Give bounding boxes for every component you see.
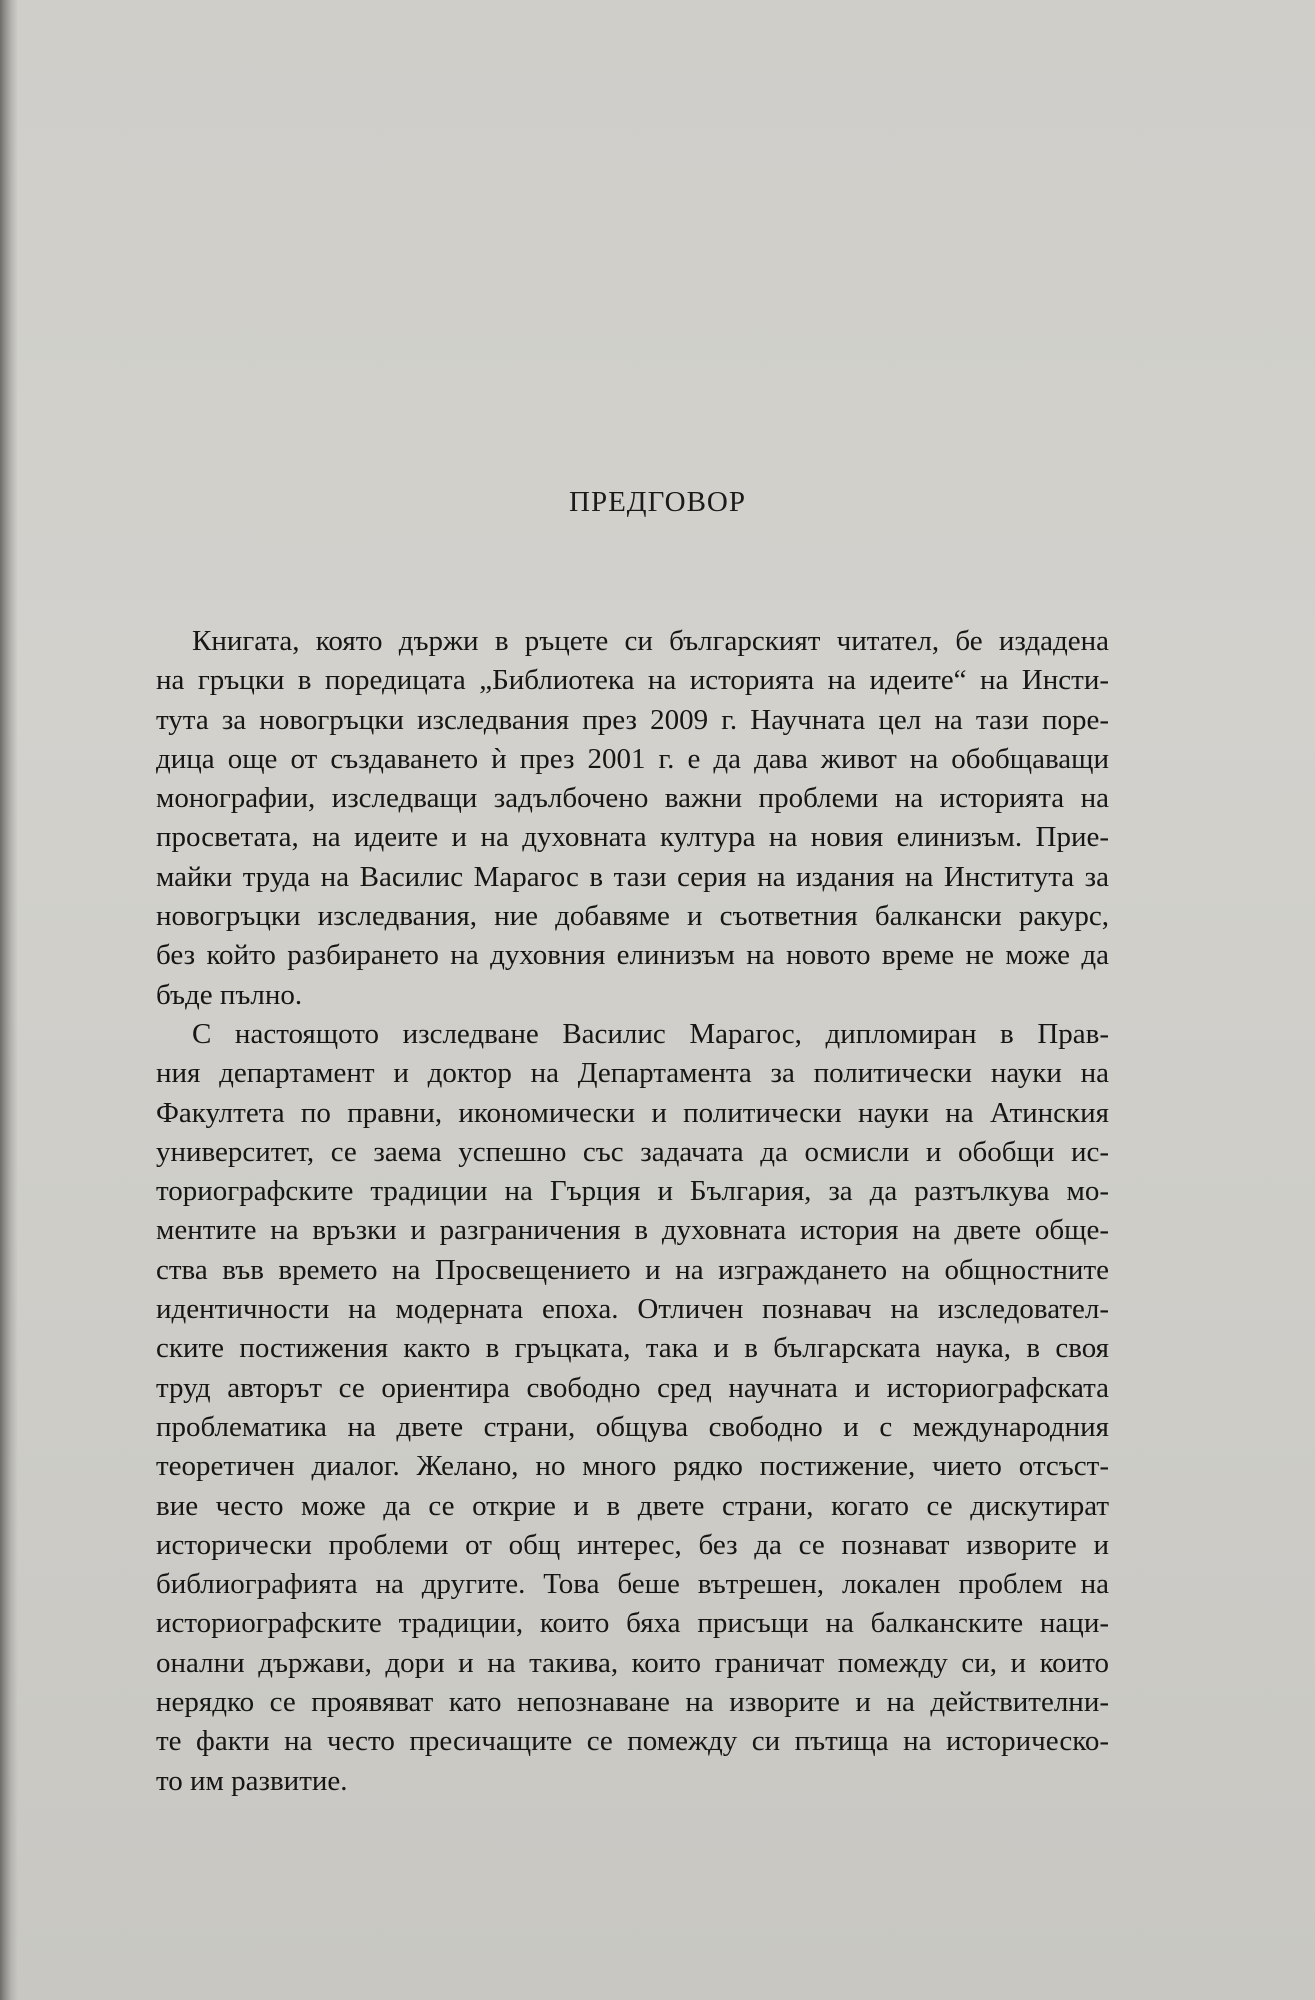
text-line: новогръцки изследвания, ние добавяме и съответния балкански ракурс, xyxy=(156,900,1109,933)
text-line: без който разбирането на духовния елинизъм на новото време не може да xyxy=(156,939,1109,972)
text-line: ния департамент и доктор на Департамента за политически науки на xyxy=(156,1057,1109,1090)
text-line: исторически проблеми от общ интерес, без да се познават изворите и xyxy=(156,1528,1109,1561)
text-line: университет, се заема успешно със задачата да осмисли и обобщи ис- xyxy=(156,1135,1109,1168)
text-line: ториографските традиции на Гърция и България, за да разтълкува мо- xyxy=(156,1175,1109,1208)
text-line: библиографията на другите. Това беше вътрешен, локален проблем на xyxy=(156,1568,1109,1601)
paragraph-2 xyxy=(156,1015,1109,1801)
text-line: бъде пълно. xyxy=(156,978,303,1011)
text-line: просветата, на идеите и на духовната култура на новия елинизъм. Прие- xyxy=(156,821,1109,854)
text-line: онални държави, дори и на такива, които граничат помежду си, и които xyxy=(156,1646,1109,1679)
paragraph-1 xyxy=(156,622,1109,1015)
text-line: те факти на често пресичащите се помежду си пътища на историческо- xyxy=(156,1725,1109,1758)
text-line: проблематика на двете страни, общува свободно и с международния xyxy=(156,1410,1109,1443)
body-text xyxy=(156,622,1109,1801)
spine-shadow xyxy=(0,0,18,2000)
text-line: дица още от създаването ѝ през 2001 г. е да дава живот на обобщаващи xyxy=(156,742,1109,775)
text-line: на гръцки в поредицата „Библиотека на историята на идеите“ на Инсти- xyxy=(156,664,1109,697)
text-line: нерядко се проявяват като непознаване на изворите и на действителни- xyxy=(156,1686,1109,1719)
text-line: ментите на връзки и разграничения в духовната история на двете обще- xyxy=(156,1214,1109,1247)
text-line: тута за новогръцки изследвания през 2009 г. Научната цел на тази поре- xyxy=(156,703,1109,736)
text-line: труд авторът се ориентира свободно сред научната и историографската xyxy=(156,1371,1109,1404)
text-line: майки труда на Василис Марагос в тази серия на издания на Института за xyxy=(156,860,1109,893)
text-line: вие често може да се открие и в двете страни, когато се дискутират xyxy=(156,1489,1109,1522)
text-line: С настоящото изследване Василис Марагос, дипломиран в Прав- xyxy=(192,1017,1109,1050)
text-line: историографските традиции, които бяха присъщи на балканските наци- xyxy=(156,1607,1109,1640)
text-line: монографии, изследващи задълбочено важни проблеми на историята на xyxy=(156,782,1109,815)
page-title: ПРЕДГОВОР xyxy=(569,486,746,518)
text-line: теоретичен диалог. Желано, но много рядко постижение, чието отсъст- xyxy=(156,1450,1109,1483)
text-line: идентичности на модерната епоха. Отличен познавач на изследовател- xyxy=(156,1293,1109,1326)
text-line: то им развитие. xyxy=(156,1764,348,1797)
text-line: Книгата, която държи в ръцете си българският читател, бе издадена xyxy=(192,625,1109,657)
text-line: ските постижения както в гръцката, така и в българската наука, в своя xyxy=(156,1332,1109,1365)
text-line: Факултета по правни, икономически и политически науки на Атинския xyxy=(156,1096,1109,1129)
text-line: ства във времето на Просвещението и на изграждането на общностните xyxy=(156,1253,1109,1286)
